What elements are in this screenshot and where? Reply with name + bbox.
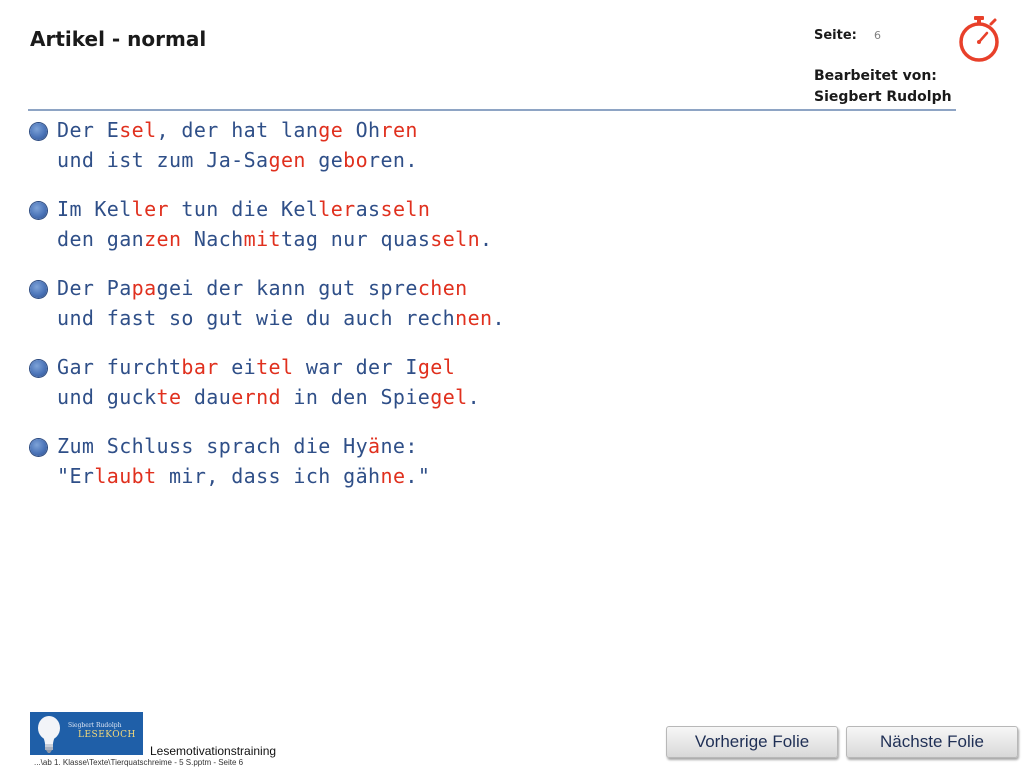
highlighted-syllable: mit (243, 226, 281, 251)
highlighted-syllable: ler (318, 197, 356, 221)
line-text: Nach (181, 226, 244, 251)
highlighted-syllable: gel (417, 355, 456, 379)
line-text: und fast so gut wie du auch rech (57, 305, 456, 330)
line-text: Oh (343, 118, 381, 142)
line-text: as (355, 197, 381, 221)
poem-line (57, 432, 505, 462)
footer-file-path: ...\ab 1. Klasse\Texte\Tierquatschreime - 5 S.pptm - Seite 6 (34, 758, 244, 767)
poem-stanza (28, 432, 505, 491)
line-text: und guck (57, 384, 157, 409)
highlighted-syllable: ä (368, 434, 381, 458)
highlighted-syllable: sel (119, 118, 157, 142)
poem-line (57, 383, 505, 413)
poem-line (57, 195, 505, 225)
highlighted-syllable: seln (430, 226, 481, 251)
line-text: Der E (57, 118, 120, 142)
poem-stanza (28, 195, 505, 254)
poem-line (57, 146, 505, 176)
line-text: in den Spie (280, 384, 431, 409)
line-text: Der Pa (57, 276, 132, 300)
header-divider (28, 109, 956, 111)
highlighted-syllable: nen (455, 305, 493, 330)
line-text: . (480, 226, 493, 251)
line-text: ne: (380, 434, 418, 458)
logo-brand: LESEKOCH (78, 730, 136, 740)
highlighted-syllable: seln (380, 197, 431, 221)
poem-stanza (28, 353, 505, 412)
lesekoch-logo (30, 712, 143, 755)
line-text: mir, dass ich gäh (156, 463, 381, 488)
highlighted-syllable: laubt (94, 463, 157, 488)
page-label: Seite: (814, 28, 857, 43)
poem-line (57, 225, 505, 255)
line-text: , der hat lan (156, 118, 319, 142)
poem-line (57, 462, 505, 492)
circle-bullet-icon (30, 360, 47, 377)
editor-name: Siegbert Rudolph (814, 89, 952, 105)
page-title: Artikel - normal (30, 27, 207, 51)
highlighted-syllable: bar (181, 355, 219, 379)
highlighted-syllable: ren (380, 118, 418, 142)
line-text: war der I (293, 355, 418, 379)
highlighted-syllable: ler (131, 197, 169, 221)
previous-slide-button[interactable]: Vorherige Folie (666, 726, 838, 758)
line-text: . (467, 384, 481, 409)
editor-label: Bearbeitet von: (814, 68, 937, 84)
line-text: und ist zum Ja-Sa (57, 147, 269, 172)
line-text: dau (181, 384, 232, 409)
highlighted-syllable: zen (144, 226, 182, 251)
circle-bullet-icon (30, 281, 47, 298)
highlighted-syllable: te (156, 384, 182, 409)
poem-line (57, 353, 505, 383)
circle-bullet-icon (30, 439, 47, 456)
line-text: . (492, 305, 505, 330)
highlighted-syllable: gen (268, 147, 306, 172)
line-text: ren. (368, 147, 418, 172)
poem-line (57, 304, 505, 334)
line-text: ." (405, 463, 431, 488)
highlighted-syllable: ernd (231, 384, 281, 409)
footer-title: Lesemotivationstraining (150, 744, 277, 758)
highlighted-syllable: pa (131, 276, 157, 300)
highlighted-syllable: tel (256, 355, 294, 379)
line-text: ge (305, 147, 344, 172)
line-text: den gan (57, 226, 145, 251)
stopwatch-icon[interactable] (955, 14, 1003, 64)
poem-stanza (28, 116, 505, 175)
line-text: Im Kel (57, 197, 132, 221)
line-text: Zum Schluss sprach die Hy (57, 434, 369, 458)
poem-stanza (28, 274, 505, 333)
poem-line (57, 274, 505, 304)
poem (28, 116, 505, 511)
highlighted-syllable: bo (343, 147, 369, 172)
line-text: "Er (57, 463, 95, 488)
editor-info (814, 66, 952, 108)
highlighted-syllable: ne (380, 463, 406, 488)
line-text: gei der kann gut spre (156, 276, 418, 300)
line-text: Gar furcht (57, 355, 182, 379)
highlighted-syllable: gel (430, 384, 468, 409)
line-text: tag nur quas (280, 226, 431, 251)
poem-line (57, 116, 505, 146)
highlighted-syllable: ge (318, 118, 344, 142)
highlighted-syllable: chen (417, 276, 468, 300)
page-number: 6 (874, 29, 881, 42)
line-text: tun die Kel (168, 197, 319, 221)
logo-author: Siegbert Rudolph (68, 722, 122, 729)
light-bulb-icon (34, 714, 64, 754)
line-text: ei (218, 355, 257, 379)
next-slide-button[interactable]: Nächste Folie (846, 726, 1018, 758)
circle-bullet-icon (30, 202, 47, 219)
circle-bullet-icon (30, 123, 47, 140)
